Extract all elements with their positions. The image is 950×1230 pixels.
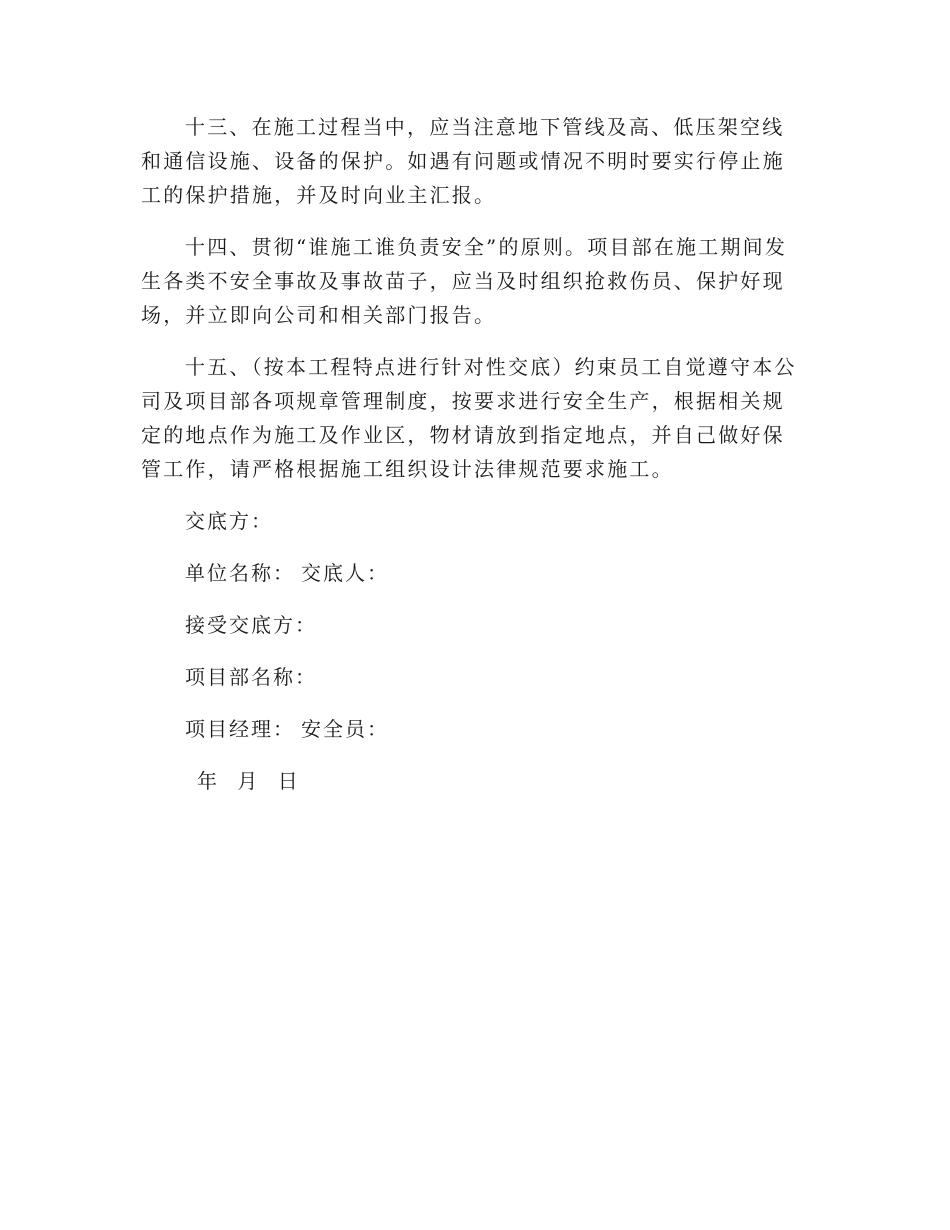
paragraph-13: 十三、在施工过程当中，应当注意地下管线及高、低压架空线和通信设施、设备的保护。如遇有问题或情况不明时要实行停止施工的保护措施，并及时向业主汇报。: [141, 115, 785, 207]
safety-officer-label: 安全员：: [301, 717, 389, 741]
paragraph-14: 十四、贯彻“谁施工谁负责安全”的原则。项目部在施工期间发生各类不安全事故及事故苗子，应当及时组织抢救伤员、保护好现场，并立即向公司和相关部门报告。: [141, 235, 788, 327]
manager-safety-line: [141, 712, 799, 764]
unit-presenter-line: [141, 556, 799, 608]
unit-name-label: 单位名称：: [185, 561, 295, 585]
project-manager-label: 项目经理：: [185, 717, 295, 741]
party-a-label: 交底方：: [185, 509, 273, 533]
document-body: [141, 110, 799, 816]
date-line: [141, 764, 799, 816]
party-b-label: 接受交底方：: [185, 613, 317, 637]
date-label: 年 月 日: [197, 769, 300, 793]
paragraph-15: 十五、（按本工程特点进行针对性交底）约束员工自觉遵守本公司及项目部各项规章管理制度，按要求进行安全生产，根据相关规定的地点作为施工及作业区，物材请放到指定地点，并自己做好保管工作，请严格根据施工组织设计法律规范要求施工。: [141, 355, 797, 481]
project-dept-line: [141, 660, 799, 712]
project-dept-label: 项目部名称：: [185, 665, 317, 689]
party-b-line: [141, 608, 799, 660]
presenter-label: 交底人：: [301, 561, 389, 585]
party-a-line: [141, 504, 799, 556]
